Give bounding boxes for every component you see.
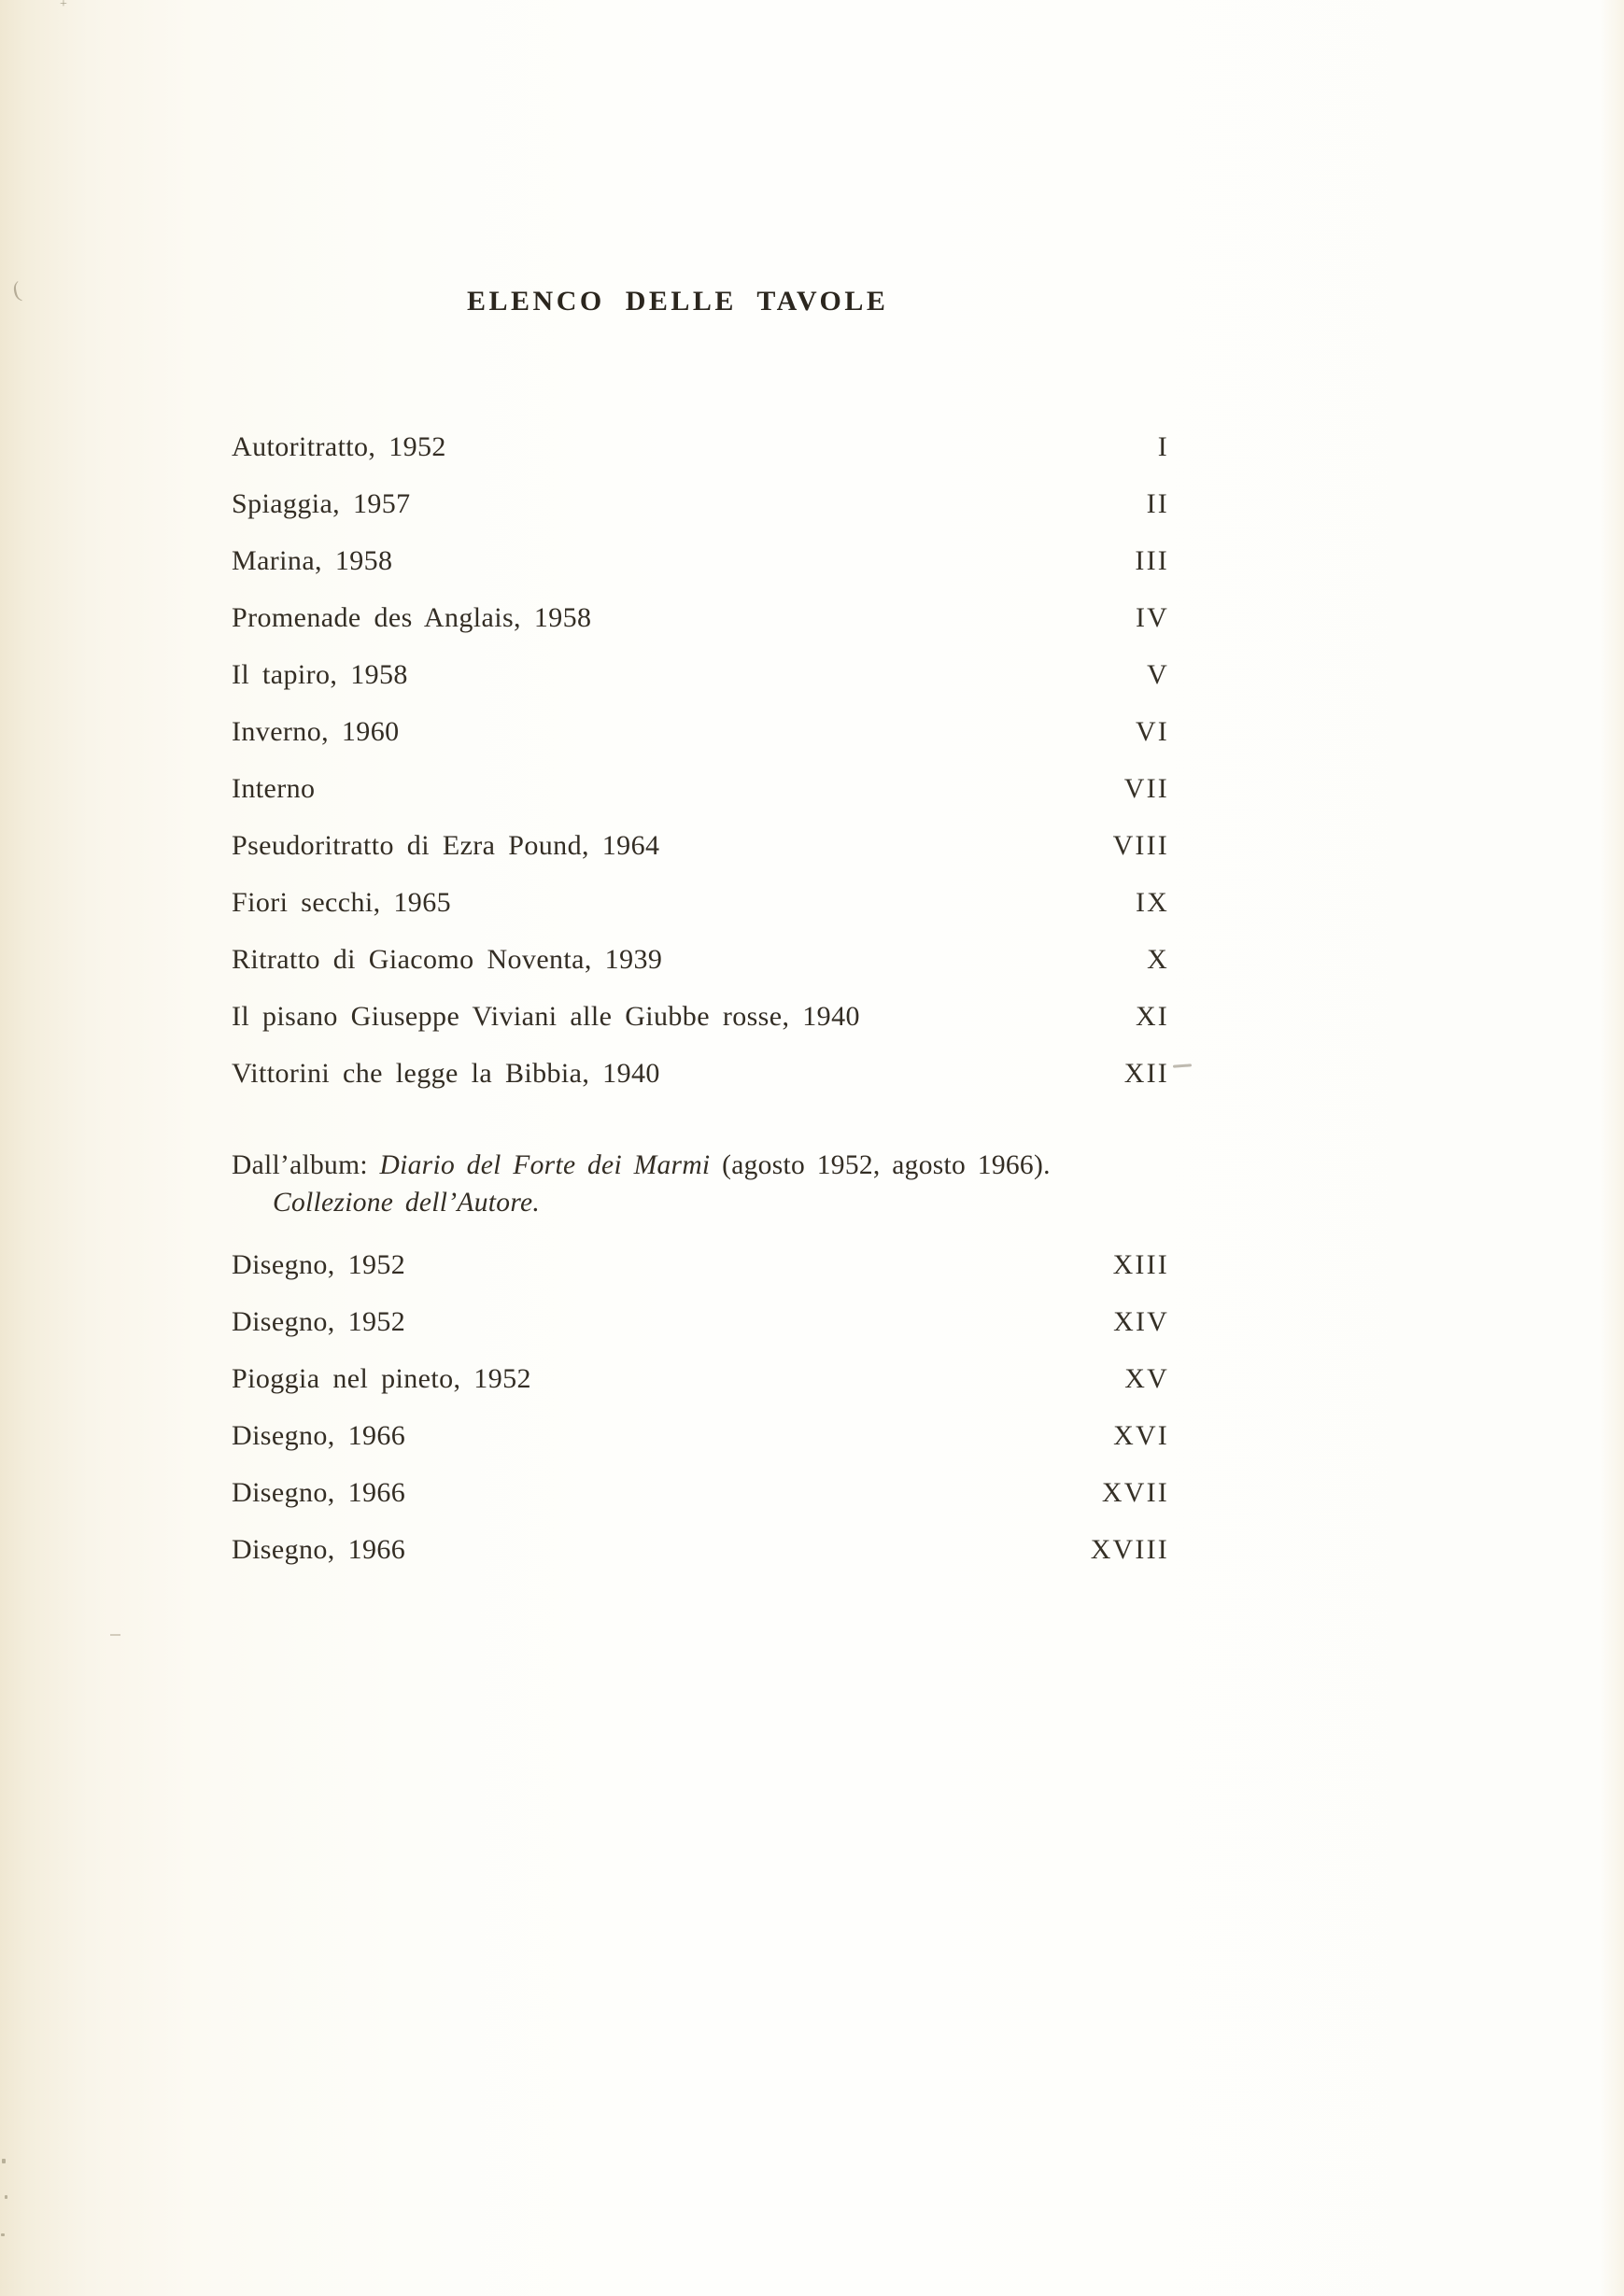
plate-numeral: XII xyxy=(1123,1058,1169,1089)
plate-entry-row xyxy=(232,773,1169,804)
pencil-plus-mark: + xyxy=(60,0,67,11)
plate-entry-row xyxy=(232,1058,1169,1089)
plate-title: Promenade des Anglais, 1958 xyxy=(232,602,592,633)
scan-speck xyxy=(2,2159,6,2163)
plate-numeral: XI xyxy=(1135,1001,1169,1032)
plate-entry-row xyxy=(232,1420,1169,1451)
plate-title: Disegno, 1966 xyxy=(232,1420,406,1451)
plate-title: Pseudoritratto di Ezra Pound, 1964 xyxy=(232,830,660,861)
plate-entry-row xyxy=(232,545,1169,576)
plate-entry-row xyxy=(232,602,1169,633)
plate-entry-row xyxy=(232,716,1169,747)
plate-title: Vittorini che legge la Bibbia, 1940 xyxy=(232,1058,660,1089)
album-note-line2: Collezione dell’Autore. xyxy=(273,1188,541,1218)
plate-numeral: XVI xyxy=(1113,1420,1169,1451)
plate-entry-row xyxy=(232,944,1169,975)
plate-entry-row xyxy=(232,1477,1169,1508)
scan-speck xyxy=(1,2233,5,2236)
plate-title: Spiaggia, 1957 xyxy=(232,488,411,519)
plate-title: Disegno, 1952 xyxy=(232,1306,406,1337)
plate-numeral: XVII xyxy=(1101,1477,1169,1508)
plate-title: Autoritratto, 1952 xyxy=(232,431,446,462)
plate-numeral: VII xyxy=(1123,773,1169,804)
plate-numeral: III xyxy=(1135,545,1169,576)
plate-entry-row xyxy=(232,887,1169,918)
plate-entry-row xyxy=(232,1306,1169,1337)
plate-numeral: II xyxy=(1146,488,1169,519)
plate-title: Fiori secchi, 1965 xyxy=(232,887,452,918)
plate-title: Il pisano Giuseppe Viviani alle Giubbe rosse, 1940 xyxy=(232,1001,860,1032)
plate-title: Il tapiro, 1958 xyxy=(232,659,408,690)
plate-entry-row xyxy=(232,830,1169,861)
plate-title: Disegno, 1966 xyxy=(232,1477,406,1508)
plate-entry-row xyxy=(232,1001,1169,1032)
album-note xyxy=(232,1147,1259,1221)
album-note-prefix: Dall’album: xyxy=(232,1150,380,1180)
plate-numeral: VI xyxy=(1135,716,1169,747)
plate-entry-row xyxy=(232,1534,1169,1565)
plate-title: Ritratto di Giacomo Noventa, 1939 xyxy=(232,944,663,975)
plate-title: Marina, 1958 xyxy=(232,545,393,576)
plate-entry-row xyxy=(232,1249,1169,1280)
album-title: Diario del Forte dei Marmi xyxy=(379,1150,711,1180)
plate-entry-row xyxy=(232,1363,1169,1394)
page-title: ELENCO DELLE TAVOLE xyxy=(467,286,889,317)
plate-numeral: XIV xyxy=(1113,1306,1169,1337)
plate-numeral: IX xyxy=(1135,887,1169,918)
plate-entry-row xyxy=(232,488,1169,519)
plate-title: Interno xyxy=(232,773,316,804)
pencil-paren-mark: ( xyxy=(10,277,23,303)
plate-numeral: XIII xyxy=(1112,1249,1169,1280)
plate-numeral: I xyxy=(1157,431,1169,462)
plate-numeral: XV xyxy=(1124,1363,1169,1394)
plate-title: Pioggia nel pineto, 1952 xyxy=(232,1363,531,1394)
plate-numeral: X xyxy=(1147,944,1169,975)
plate-numeral: XVIII xyxy=(1090,1534,1169,1565)
plate-title: Disegno, 1952 xyxy=(232,1249,406,1280)
scan-speck xyxy=(5,2195,7,2199)
plate-entry-row xyxy=(232,431,1169,462)
plate-numeral: V xyxy=(1147,659,1169,690)
plate-numeral: IV xyxy=(1135,602,1169,633)
plate-numeral: VIII xyxy=(1112,830,1169,861)
album-note-dates: (agosto 1952, agosto 1966). xyxy=(710,1150,1051,1180)
plate-title: Disegno, 1966 xyxy=(232,1534,406,1565)
album-note-line1 xyxy=(232,1147,1259,1184)
plate-title: Inverno, 1960 xyxy=(232,716,400,747)
plate-entry-row xyxy=(232,659,1169,690)
plate-list-primary xyxy=(232,431,1169,1115)
pencil-dash-mark xyxy=(110,1634,120,1636)
plate-list-album xyxy=(232,1249,1169,1591)
